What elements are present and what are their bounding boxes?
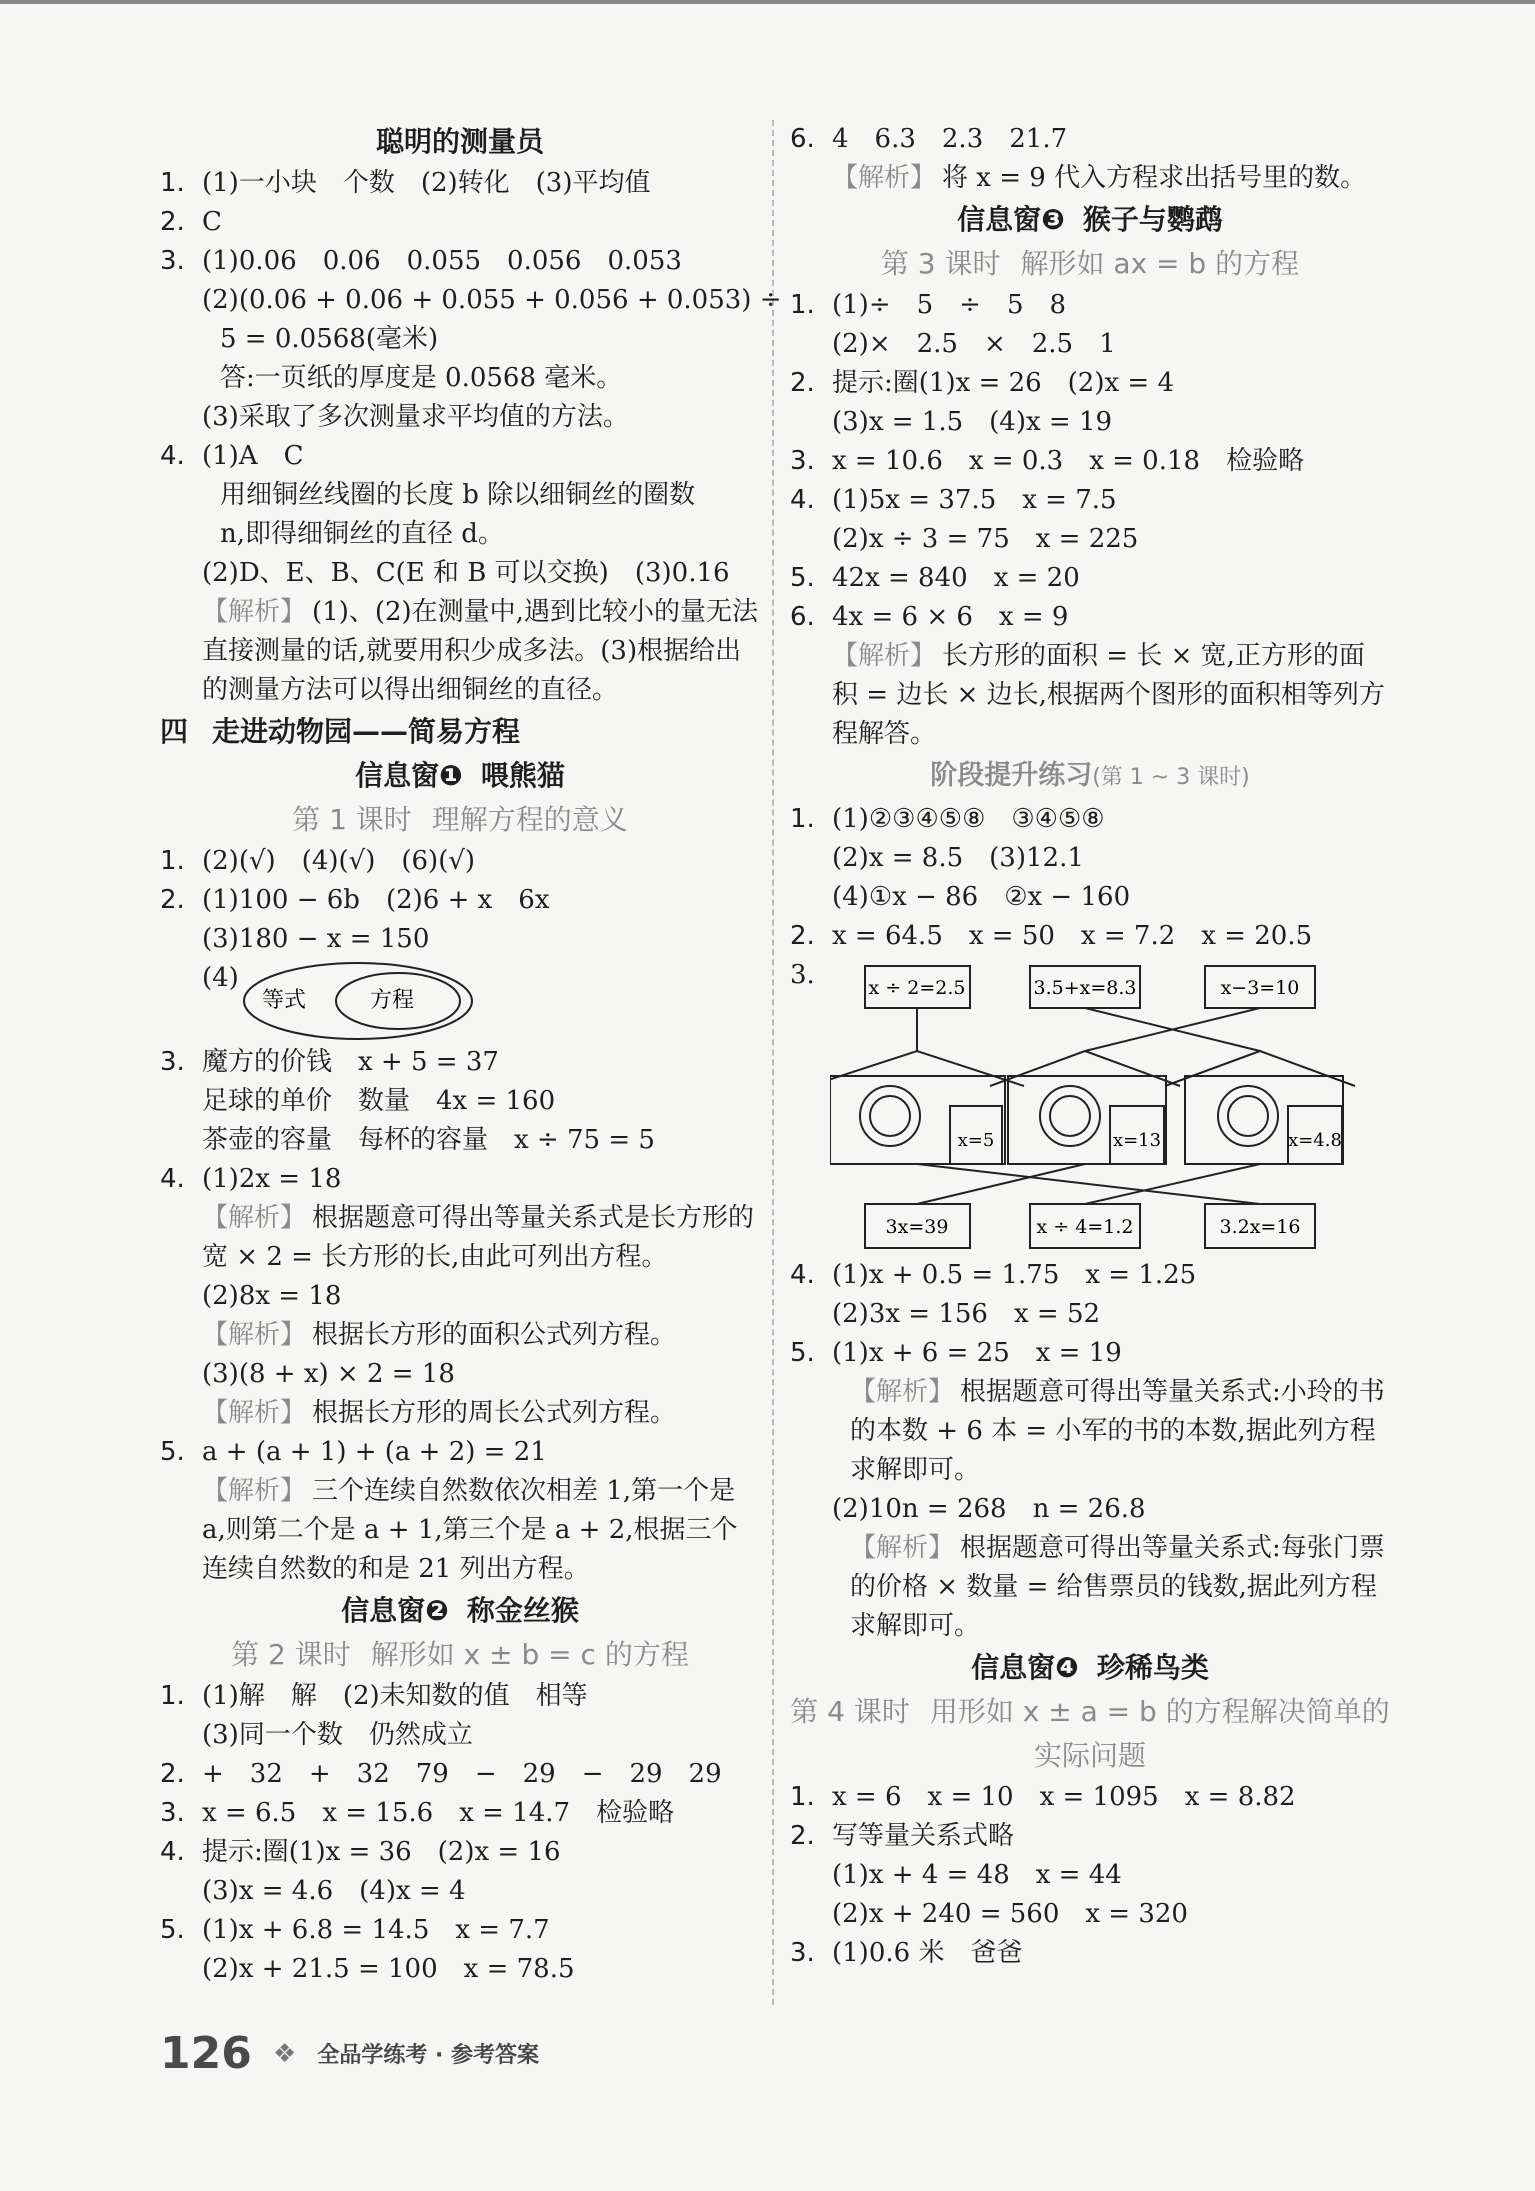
answer-line: 答:一页纸的厚度是 0.0568 毫米。 [220,363,623,393]
lesson-heading-cont: 实际问题 [1033,1739,1146,1772]
footer-text: 全品学练考 · 参考答案 [317,2043,540,2068]
answer-5: 5. a + (a + 1) + (a + 2) = 21 [160,1437,547,1467]
answer-3: 3. 魔方的价钱 x + 5 = 37 [160,1047,499,1077]
connector-line [1085,1164,1260,1204]
answer-3: 3. (1)0.6 米 爸爸 [790,1938,1023,1968]
stage-practice-heading: 阶段提升练习(第 1 ~ 3 课时) [930,760,1250,791]
answer-line: (3)180 − x = 150 [202,924,430,954]
answer-1: 1. x = 6 x = 10 x = 1095 x = 8.82 [790,1782,1296,1812]
answer-3: 3. x = 10.6 x = 0.3 x = 0.18 检验略 [790,446,1305,476]
house-3 [1165,1051,1355,1164]
answer-1: 1. (2)(√) (4)(√) (6)(√) [160,846,476,876]
answer-2: 2. 提示:圈(1)x = 26 (2)x = 4 [790,368,1174,398]
section-title: 聪明的测量员 [375,125,544,158]
answer-line: 茶壶的容量 每杯的容量 x ÷ 75 = 5 [202,1125,655,1155]
answer-line: (2)3x = 156 x = 52 [832,1299,1101,1329]
answer-4: 4. (1)x + 0.5 = 1.75 x = 1.25 [790,1260,1197,1290]
answer-line: (2)x + 21.5 = 100 x = 78.5 [202,1954,575,1984]
analysis: 【解析】 将 x = 9 代入方程求出括号里的数。 [832,163,1367,193]
bottom-box-3-label: 3.2x=16 [1219,1216,1301,1238]
diamond-icon: ❖ [272,2038,297,2069]
analysis: 【解析】 根据长方形的周长公式列方程。 [202,1398,677,1428]
house-3-label: x=4.8 [1288,1130,1342,1151]
info-window-heading: 信息窗❷ 称金丝猴 [341,1594,579,1627]
matching-diagram: 3. x ÷ 2=2.5 3.5+x=8.3 x−3=10 x=5 x=13 x=4.8 3x=39 x ÷ 4=1.2 3.2x=16 [790,956,1390,1256]
connector-line [917,1164,1085,1204]
page-footer [160,2028,539,2079]
answer-line: 5 = 0.0568(毫米) [220,324,439,354]
answer-1: 1. (1)②③④⑤⑧ ③④⑤⑧ [790,804,1105,834]
info-window-heading: 信息窗❸ 猴子与鹦鹉 [957,203,1223,236]
analysis: 【解析】 根据题意可得出等量关系式:小玲的书的本数 + 6 本 = 小军的书的本数,据此列方程求解即可。 [850,1377,1385,1485]
answer-line: (2)x ÷ 3 = 75 x = 225 [832,524,1139,554]
answer-2: 2. (1)100 − 6b (2)6 + x 6x [160,885,550,915]
answer-4: 4. 提示:圈(1)x = 36 (2)x = 16 [160,1837,561,1867]
answer-line: (2)x + 240 = 560 x = 320 [832,1899,1188,1929]
venn-diagram: (4) 等式 方程 [160,959,760,1043]
answer-line: (2)D、E、B、C(E 和 B 可以交换) (3)0.16 [202,558,730,588]
info-window-heading: 信息窗❹ 珍稀鸟类 [971,1651,1209,1684]
answer-2: 2. 写等量关系式略 [790,1821,1015,1851]
house-2-label: x=13 [1112,1130,1162,1151]
connector-line [917,1164,1260,1204]
lesson-heading: 第 4 课时 用形如 x ± a = b 的方程解决简单的 [790,1695,1390,1728]
venn-outer-label: 等式 [262,988,307,1013]
answer-5: 5. 42x = 840 x = 20 [790,563,1080,593]
right-column [790,120,1390,1973]
answer-line: (1)x + 4 = 48 x = 44 [832,1860,1122,1890]
answer-line: (2)(0.06 + 0.06 + 0.055 + 0.056 + 0.053) ÷ [202,285,782,315]
top-box-2-label: 3.5+x=8.3 [1033,977,1137,999]
info-window-heading: 信息窗❶ 喂熊猫 [355,759,565,792]
answer-line: (2)10n = 268 n = 26.8 [832,1494,1146,1524]
answer-line: n,即得细铜丝的直径 d。 [220,519,504,549]
answer-line: (3)采取了多次测量求平均值的方法。 [202,402,629,432]
answer-4: 4. (1)A C [160,441,304,471]
bottom-box-1-label: 3x=39 [885,1216,949,1238]
house-2 [990,1051,1180,1164]
answer-line: (3)同一个数 仍然成立 [202,1720,473,1750]
answer-2: 2. x = 64.5 x = 50 x = 7.2 x = 20.5 [790,921,1313,951]
answer-line: 用细铜丝线圈的长度 b 除以细铜丝的圈数 [220,480,696,510]
analysis: 【解析】 (1)、(2)在测量中,遇到比较小的量无法直接测量的话,就要用积少成多法。(3)根据给出的测量方法可以得出细铜丝的直径。 [202,597,758,705]
analysis: 【解析】 根据题意可得出等量关系式:每张门票的价格 × 数量 = 给售票员的钱数,据此列方程求解即可。 [850,1533,1385,1641]
venn-inner-label: 方程 [370,988,415,1013]
answer-line: (4)①x − 86 ②x − 160 [832,882,1131,912]
answer-5: 5. (1)x + 6 = 25 x = 19 [790,1338,1122,1368]
unit-heading: 四 走进动物园——简易方程 [160,715,521,748]
top-box-1-label: x ÷ 2=2.5 [868,977,966,999]
answer-6: 6. 4x = 6 × 6 x = 9 [790,602,1069,632]
analysis: 【解析】 根据题意可得出等量关系式是长方形的宽 × 2 = 长方形的长,由此可列出方程。 [202,1203,755,1272]
lesson-heading: 第 2 课时 解形如 x ± b = c 的方程 [231,1638,689,1671]
analysis: 【解析】 根据长方形的面积公式列方程。 [202,1320,677,1350]
answer-line: (3)x = 1.5 (4)x = 19 [832,407,1113,437]
lesson-heading: 第 3 课时 解形如 ax = b 的方程 [880,247,1300,280]
analysis: 【解析】 三个连续自然数依次相差 1,第一个是 a,则第二个是 a + 1,第三个是 a + 2,根据三个连续自然数的和是 21 列出方程。 [202,1476,738,1584]
answer-3: 3. (1)0.06 0.06 0.055 0.056 0.053 [160,246,682,276]
top-box-3-label: x−3=10 [1220,977,1300,999]
analysis: 【解析】 长方形的面积 = 长 × 宽,正方形的面积 = 边长 × 边长,根据两个图形的面积相等列方程解答。 [832,641,1385,749]
answer-5: 5. (1)x + 6.8 = 14.5 x = 7.7 [160,1915,550,1945]
left-column [160,120,782,1989]
answer-1: 1. (1)解 解 (2)未知数的值 相等 [160,1681,588,1711]
page-number: 126 [160,2028,252,2079]
bottom-box-2-label: x ÷ 4=1.2 [1036,1216,1134,1238]
house-1 [830,1051,1024,1164]
house-1-label: x=5 [957,1130,995,1151]
analysis-tag: 【解析】 [202,597,307,627]
column-divider [772,120,774,2005]
matching-svg [830,956,1390,1256]
answer-line: (3)(8 + x) × 2 = 18 [202,1359,455,1389]
answer-line: (2)x = 8.5 (3)12.1 [832,843,1084,873]
answer-6: 6. 4 6.3 2.3 21.7 [790,124,1068,154]
answer-1: 1. (1)一小块 个数 (2)转化 (3)平均值 [160,168,651,198]
venn-svg [240,959,480,1043]
top-rule [0,0,1535,4]
answer-4: 4. (1)2x = 18 [160,1164,342,1194]
lesson-heading: 第 1 课时 理解方程的意义 [292,803,628,836]
answer-line: 足球的单价 数量 4x = 160 [202,1086,556,1116]
answer-line: (2)× 2.5 × 2.5 1 [832,329,1116,359]
answer-1: 1. (1)÷ 5 ÷ 5 8 [790,290,1067,320]
answer-line: (2)8x = 18 [202,1281,342,1311]
answer-line: (3)x = 4.6 (4)x = 4 [202,1876,466,1906]
answer-3: 3. x = 6.5 x = 15.6 x = 14.7 检验略 [160,1798,675,1828]
answer-2: 2. + 32 + 32 79 − 29 − 29 29 [160,1759,722,1789]
answer-2: 2. C [160,207,222,237]
answer-4: 4. (1)5x = 37.5 x = 7.5 [790,485,1117,515]
